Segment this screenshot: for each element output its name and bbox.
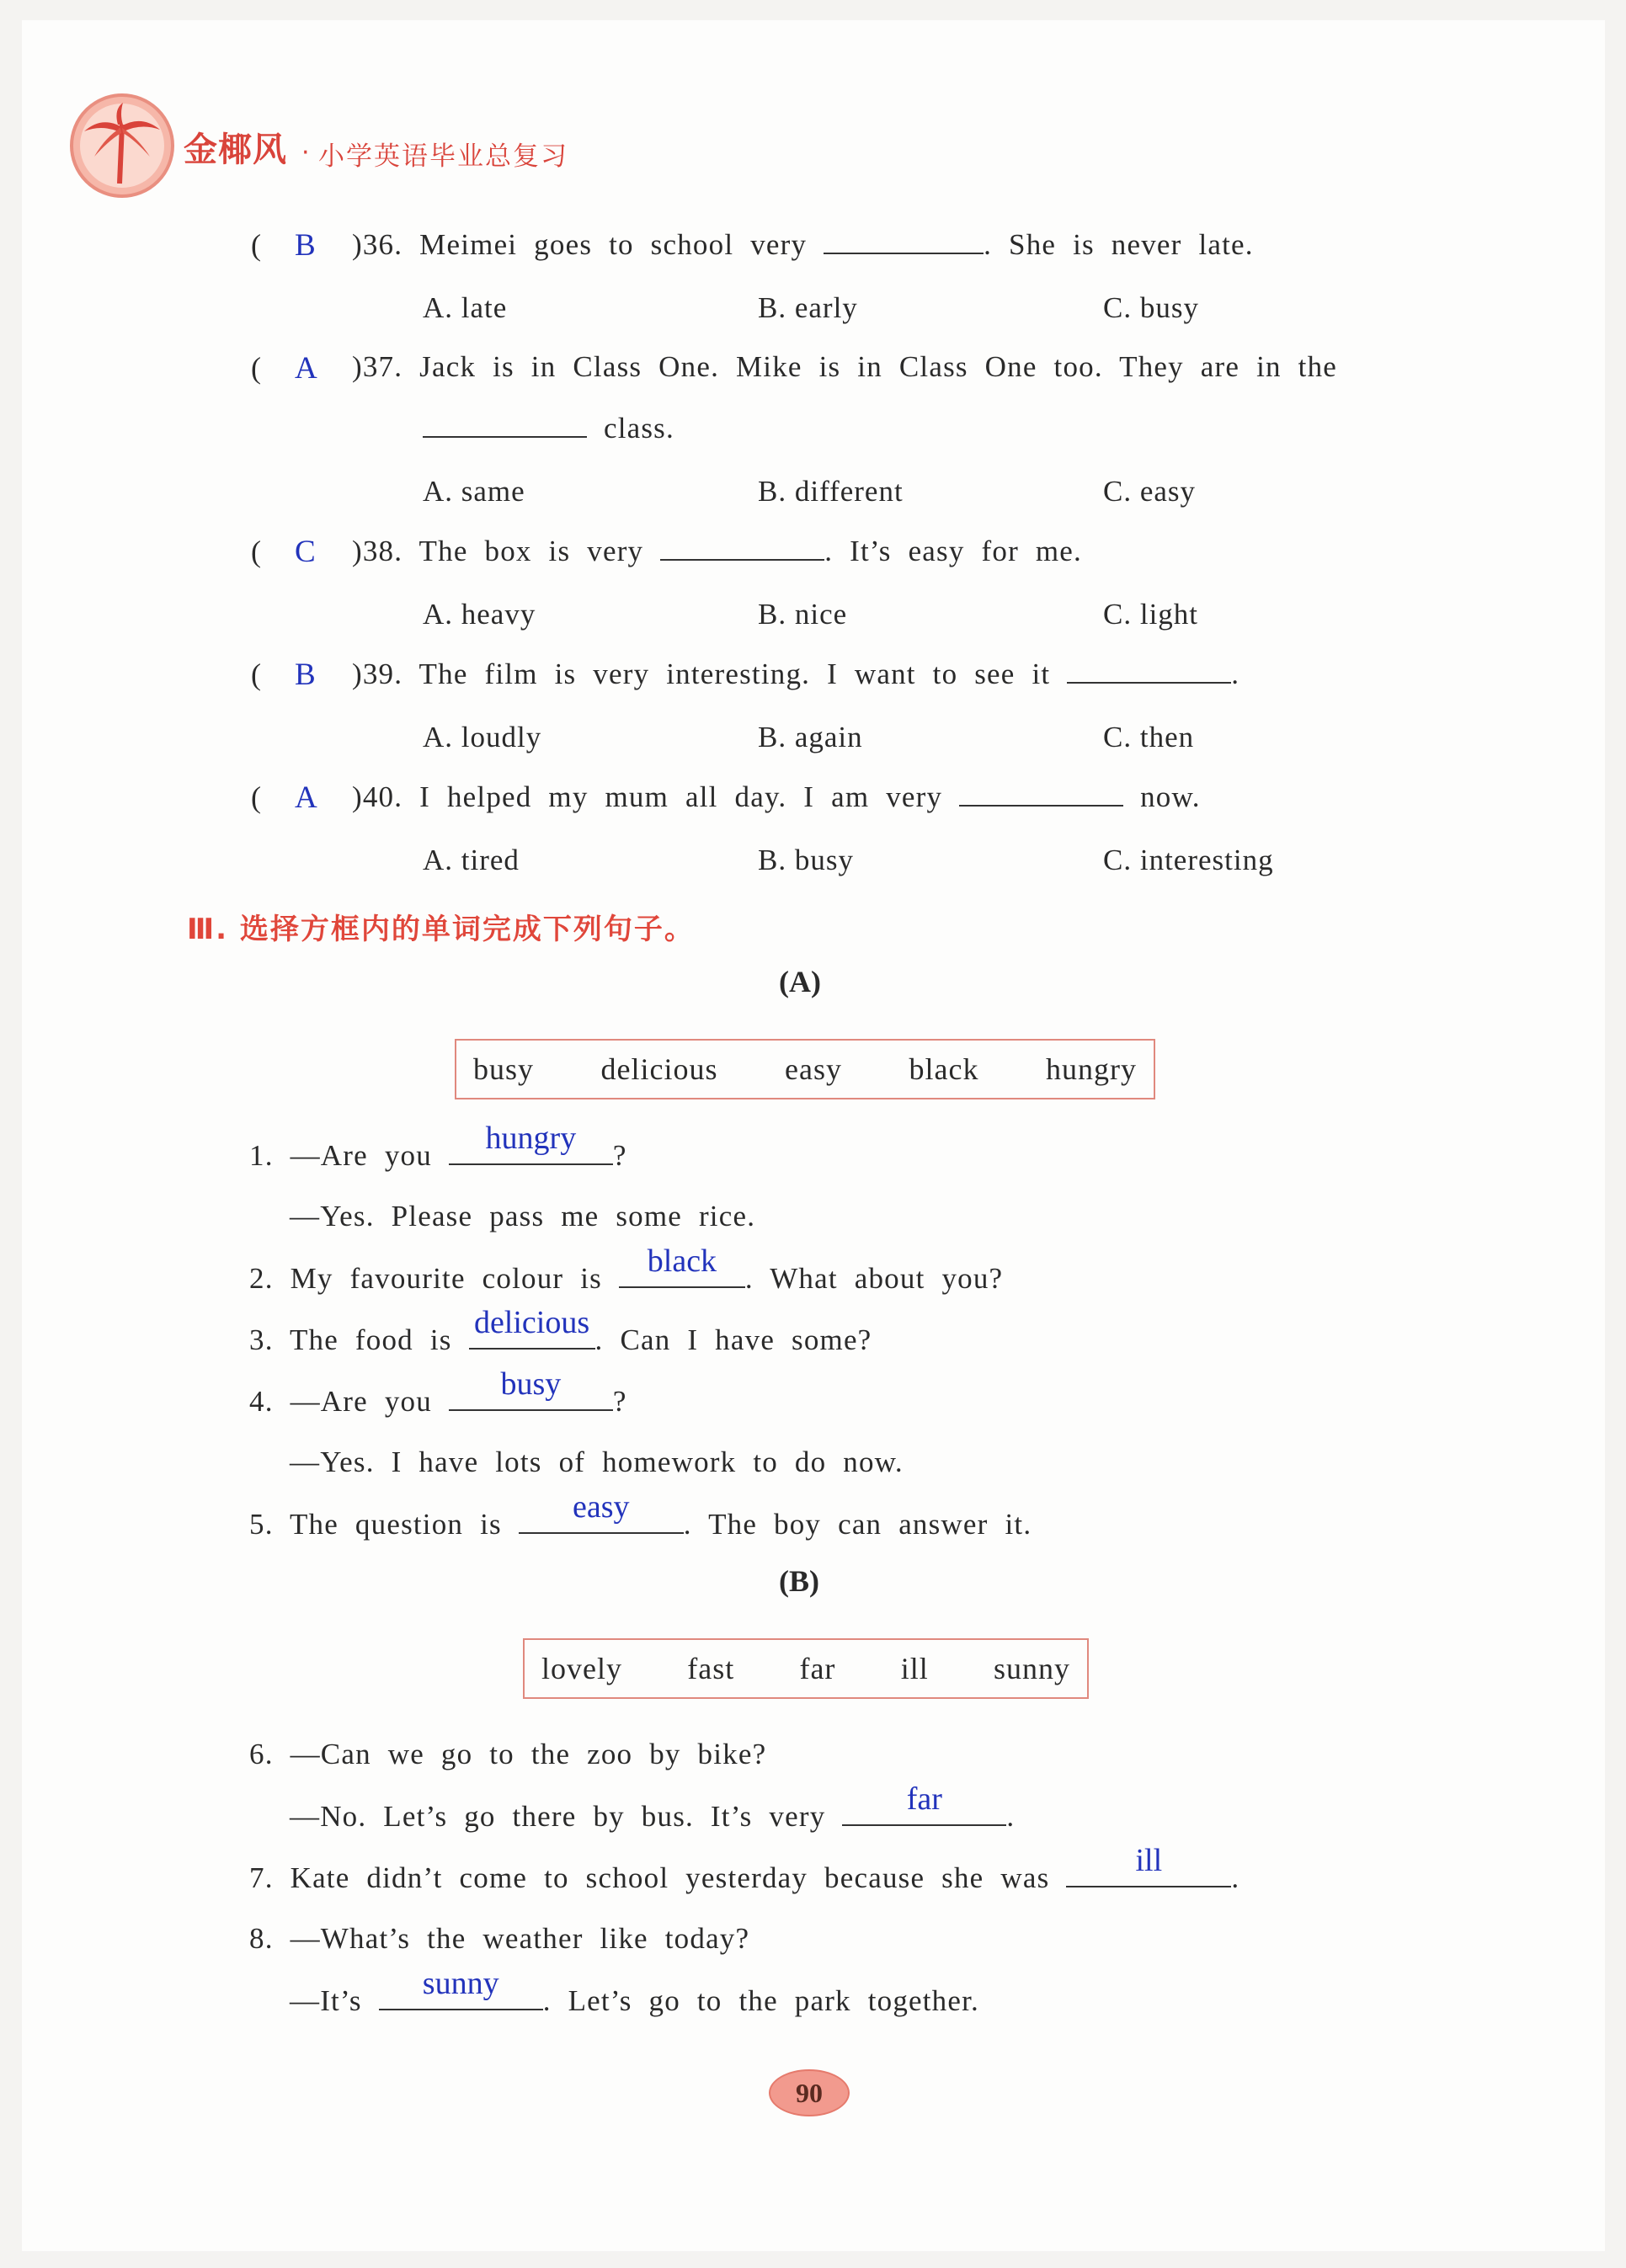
sentence-end: . (1231, 1861, 1240, 1894)
sentence-text: —Yes. Please pass me some rice. (290, 1200, 756, 1232)
sentence-text: 2. My favourite colour is (249, 1262, 602, 1295)
filled-blank (469, 1305, 595, 1350)
question-paren: ( (251, 228, 261, 262)
sentence-text: 3. The food is (249, 1323, 452, 1356)
answer-letter: B (295, 228, 316, 263)
question-number: )38. (352, 535, 403, 567)
sentence-line (249, 1738, 766, 1771)
option-c: C. then (1103, 721, 1195, 753)
sentence-line (290, 1966, 979, 2018)
answer-letter: C (295, 535, 316, 569)
sentence-text: 6. —Can we go to the zoo by bike? (249, 1738, 767, 1770)
question-line-cont (423, 411, 674, 445)
question-text-end: . She is never late. (984, 228, 1254, 261)
question-text: The box is very (418, 535, 644, 567)
brand-dot: · (301, 138, 310, 168)
word-choice: fast (687, 1652, 735, 1685)
sentence-end: . Can I have some? (594, 1323, 872, 1356)
word-choice: easy (785, 1052, 842, 1086)
sentence-line (249, 1489, 1032, 1541)
answer-letter: A (295, 780, 317, 815)
page-number: 90 (769, 2069, 850, 2116)
question-paren: ( (251, 780, 261, 814)
sentence-line (249, 1243, 1004, 1296)
sentence-end: . The boy can answer it. (683, 1508, 1032, 1541)
option-b: B. busy (758, 844, 854, 876)
option-b: B. early (758, 291, 858, 324)
question-number: )37. (352, 350, 403, 383)
question-paren: ( (251, 351, 261, 385)
handwritten-answer: delicious (473, 1305, 590, 1340)
question-paren: ( (251, 658, 261, 691)
question-number: )40. (352, 780, 403, 813)
answer-letter: A (295, 351, 317, 386)
handwritten-answer: black (647, 1243, 717, 1279)
question-text-end: now. (1140, 780, 1201, 813)
palm-logo-icon (67, 91, 177, 200)
word-choice: delicious (600, 1052, 718, 1086)
section-title: Ⅲ. 选择方框内的单词完成下列句子。 (187, 913, 695, 946)
option-c: C. easy (1103, 475, 1197, 508)
word-choice: far (799, 1652, 836, 1685)
filled-blank (842, 1781, 1006, 1826)
sentence-text: 8. —What’s the weather like today? (249, 1922, 750, 1955)
sentence-text: —No. Let’s go there by bus. It’s very (290, 1800, 826, 1833)
filled-blank (379, 1966, 543, 2010)
question-text: I helped my mum all day. I am very (419, 780, 943, 813)
option-b: B. different (758, 475, 904, 508)
sentence-line (290, 1200, 755, 1233)
option-a: A. late (423, 291, 508, 324)
word-choice: sunny (993, 1652, 1070, 1685)
word-choice: hungry (1046, 1052, 1137, 1086)
option-b: B. nice (758, 598, 848, 631)
question-text: Meimei goes to school very (419, 228, 808, 261)
option-c: C. light (1103, 598, 1199, 631)
word-choice: lovely (541, 1652, 622, 1685)
answer-blank (423, 411, 587, 438)
sentence-line (290, 1781, 1016, 1834)
question-number: )39. (352, 658, 403, 690)
handwritten-answer: hungry (485, 1121, 577, 1156)
book-subtitle: 小学英语毕业总复习 (318, 141, 568, 172)
filled-blank (449, 1366, 613, 1411)
option-c: C. interesting (1103, 844, 1274, 876)
sentence-line (249, 1922, 749, 1956)
answer-blank (1067, 657, 1231, 684)
option-a: A. heavy (423, 598, 536, 631)
handwritten-answer: easy (573, 1489, 630, 1525)
question-line (352, 780, 1201, 814)
question-line (352, 657, 1239, 691)
question-text-end: . (1231, 658, 1240, 690)
word-choice: busy (473, 1052, 535, 1086)
sentence-text: —Yes. I have lots of homework to do now. (290, 1445, 904, 1478)
question-line (352, 534, 1082, 568)
handwritten-answer: busy (500, 1366, 562, 1402)
answer-blank (959, 780, 1123, 807)
filled-blank (1066, 1843, 1231, 1887)
question-line (352, 350, 1337, 384)
question-text: Jack is in Class One. Mike is in Class One too. They are in the (419, 350, 1338, 383)
option-a: A. loudly (423, 721, 542, 753)
part-a-label: (A) (779, 965, 821, 998)
question-text-end: . It’s easy for me. (824, 535, 1082, 567)
part-b-label: (B) (779, 1564, 819, 1598)
sentence-end: ? (612, 1139, 627, 1172)
brand-name: 金椰风 (184, 130, 287, 169)
sentence-text: 5. The question is (249, 1508, 502, 1541)
sentence-line (249, 1366, 627, 1419)
word-choice: black (909, 1052, 979, 1086)
sentence-end: . (1006, 1800, 1016, 1833)
option-a: A. tired (423, 844, 520, 876)
sentence-text: —It’s (290, 1984, 362, 2017)
sentence-end: ? (612, 1385, 627, 1418)
word-box-b (523, 1638, 1089, 1699)
sentence-text: 7. Kate didn’t come to school yesterday because she was (249, 1861, 1050, 1894)
sentence-text: 4. —Are you (249, 1385, 432, 1418)
sentence-line (249, 1305, 872, 1357)
answer-blank (824, 227, 984, 254)
filled-blank (619, 1243, 745, 1288)
handwritten-answer: sunny (422, 1966, 499, 2001)
sentence-line (290, 1445, 904, 1479)
question-number: )36. (352, 228, 403, 261)
question-text: The film is very interesting. I want to see it (418, 658, 1051, 690)
option-a: A. same (423, 475, 525, 508)
sentence-end: . Let’s go to the park together. (542, 1984, 979, 2017)
sentence-line (249, 1121, 627, 1173)
option-b: B. again (758, 721, 863, 753)
handwritten-answer: far (906, 1781, 942, 1817)
filled-blank (449, 1121, 613, 1165)
sentence-line (249, 1843, 1240, 1895)
question-line (352, 227, 1254, 262)
question-paren: ( (251, 535, 261, 568)
filled-blank (519, 1489, 684, 1534)
question-text-end: class. (603, 412, 674, 445)
answer-letter: B (295, 658, 316, 692)
sentence-text: 1. —Are you (249, 1139, 432, 1172)
sentence-end: . What about you? (744, 1262, 1004, 1295)
option-c: C. busy (1103, 291, 1199, 324)
handwritten-answer: ill (1135, 1843, 1163, 1878)
word-box-a (455, 1039, 1155, 1099)
answer-blank (660, 534, 824, 561)
word-choice: ill (900, 1652, 929, 1685)
